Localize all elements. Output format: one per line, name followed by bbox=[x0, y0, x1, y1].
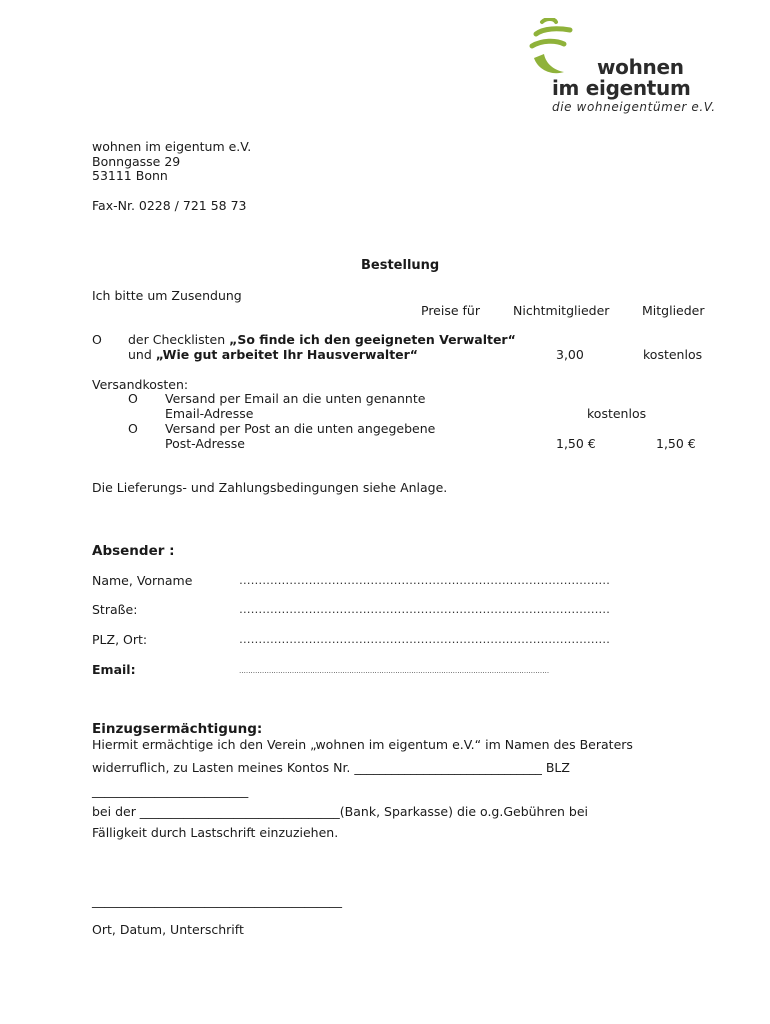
sender-name-field[interactable]: …………………………………………………………………………………… bbox=[239, 573, 610, 587]
shipping-post-price-member: 1,50 € bbox=[656, 436, 696, 451]
shipping-label: Versandkosten: bbox=[92, 377, 189, 392]
price-header-label: Preise für bbox=[421, 303, 480, 318]
shipping-email-price: kostenlos bbox=[587, 406, 647, 421]
price-header-member: Mitglieder bbox=[642, 303, 705, 318]
shipping-email-line-2: Email-Adresse bbox=[165, 406, 254, 421]
sender-email-field[interactable]: ……………………………………………………………………………………………………………………… bbox=[239, 667, 550, 675]
address-line-2: Bonngasse 29 bbox=[92, 154, 181, 169]
intro-text: Ich bitte um Zusendung bbox=[92, 288, 242, 303]
order-item-line-2 bbox=[128, 347, 418, 362]
shipping-email-checkbox[interactable]: O bbox=[128, 391, 138, 406]
sender-street-label: Straße: bbox=[92, 602, 138, 617]
sender-street-field[interactable]: …………………………………………………………………………………… bbox=[239, 602, 610, 616]
logo-tagline: die wohneigentümer e.V. bbox=[552, 100, 716, 114]
shipping-post-price-nonmember: 1,50 € bbox=[556, 436, 596, 451]
order-price-member: kostenlos bbox=[643, 347, 703, 362]
logo-line-1: wohnen bbox=[597, 55, 684, 79]
direct-debit-line-5: Fälligkeit durch Lastschrift einzuziehen. bbox=[92, 825, 339, 840]
sender-email-label: Email: bbox=[92, 662, 136, 677]
direct-debit-heading: Einzugsermächtigung: bbox=[92, 721, 263, 737]
shipping-post-line-1: Versand per Post an die unten angegebene bbox=[165, 421, 436, 436]
shipping-email-line-1: Versand per Email an die unten genannte bbox=[165, 391, 426, 406]
direct-debit-line-3: _________________________ bbox=[92, 783, 249, 798]
logo-line-2: im eigentum bbox=[552, 76, 691, 100]
signature-line[interactable]: ________________________________________ bbox=[92, 893, 342, 908]
order-item-line-1-prefix: der Checklisten bbox=[128, 332, 230, 347]
address-line-3: 53111 Bonn bbox=[92, 168, 168, 183]
page-title: Bestellung bbox=[361, 258, 440, 273]
order-item-title-2: „Wie gut arbeitet Ihr Hausverwalter“ bbox=[155, 347, 419, 362]
signature-label: Ort, Datum, Unterschrift bbox=[92, 922, 244, 937]
sender-heading: Absender : bbox=[92, 543, 175, 559]
sender-name-label: Name, Vorname bbox=[92, 573, 193, 588]
direct-debit-line-2: widerruflich, zu Lasten meines Kontos Nr. ______________________________ BLZ bbox=[92, 760, 570, 775]
order-price-nonmember: 3,00 bbox=[556, 347, 584, 362]
green-figure-logo-icon bbox=[528, 18, 578, 76]
order-item-title-1: „So finde ich den geeigneten Verwalter“ bbox=[229, 332, 516, 347]
shipping-post-checkbox[interactable]: O bbox=[128, 421, 138, 436]
terms-text: Die Lieferungs- und Zahlungsbedingungen siehe Anlage. bbox=[92, 480, 448, 495]
price-header-nonmember: Nichtmitglieder bbox=[513, 303, 610, 318]
order-item-line-1 bbox=[128, 332, 516, 347]
fax-number: Fax-Nr. 0228 / 721 58 73 bbox=[92, 198, 247, 213]
address-line-1: wohnen im eigentum e.V. bbox=[92, 139, 252, 154]
direct-debit-line-1: Hiermit ermächtige ich den Verein „wohnen im eigentum e.V.“ im Namen des Beraters bbox=[92, 737, 633, 752]
order-checkbox[interactable]: O bbox=[92, 332, 102, 347]
shipping-post-line-2: Post-Adresse bbox=[165, 436, 245, 451]
sender-city-field[interactable]: …………………………………………………………………………………… bbox=[239, 632, 610, 646]
order-item-line-2-prefix: und bbox=[128, 347, 156, 362]
sender-city-label: PLZ, Ort: bbox=[92, 632, 148, 647]
direct-debit-line-4: bei der ________________________________(Bank, Sparkasse) die o.g.Gebühren bei bbox=[92, 804, 589, 819]
